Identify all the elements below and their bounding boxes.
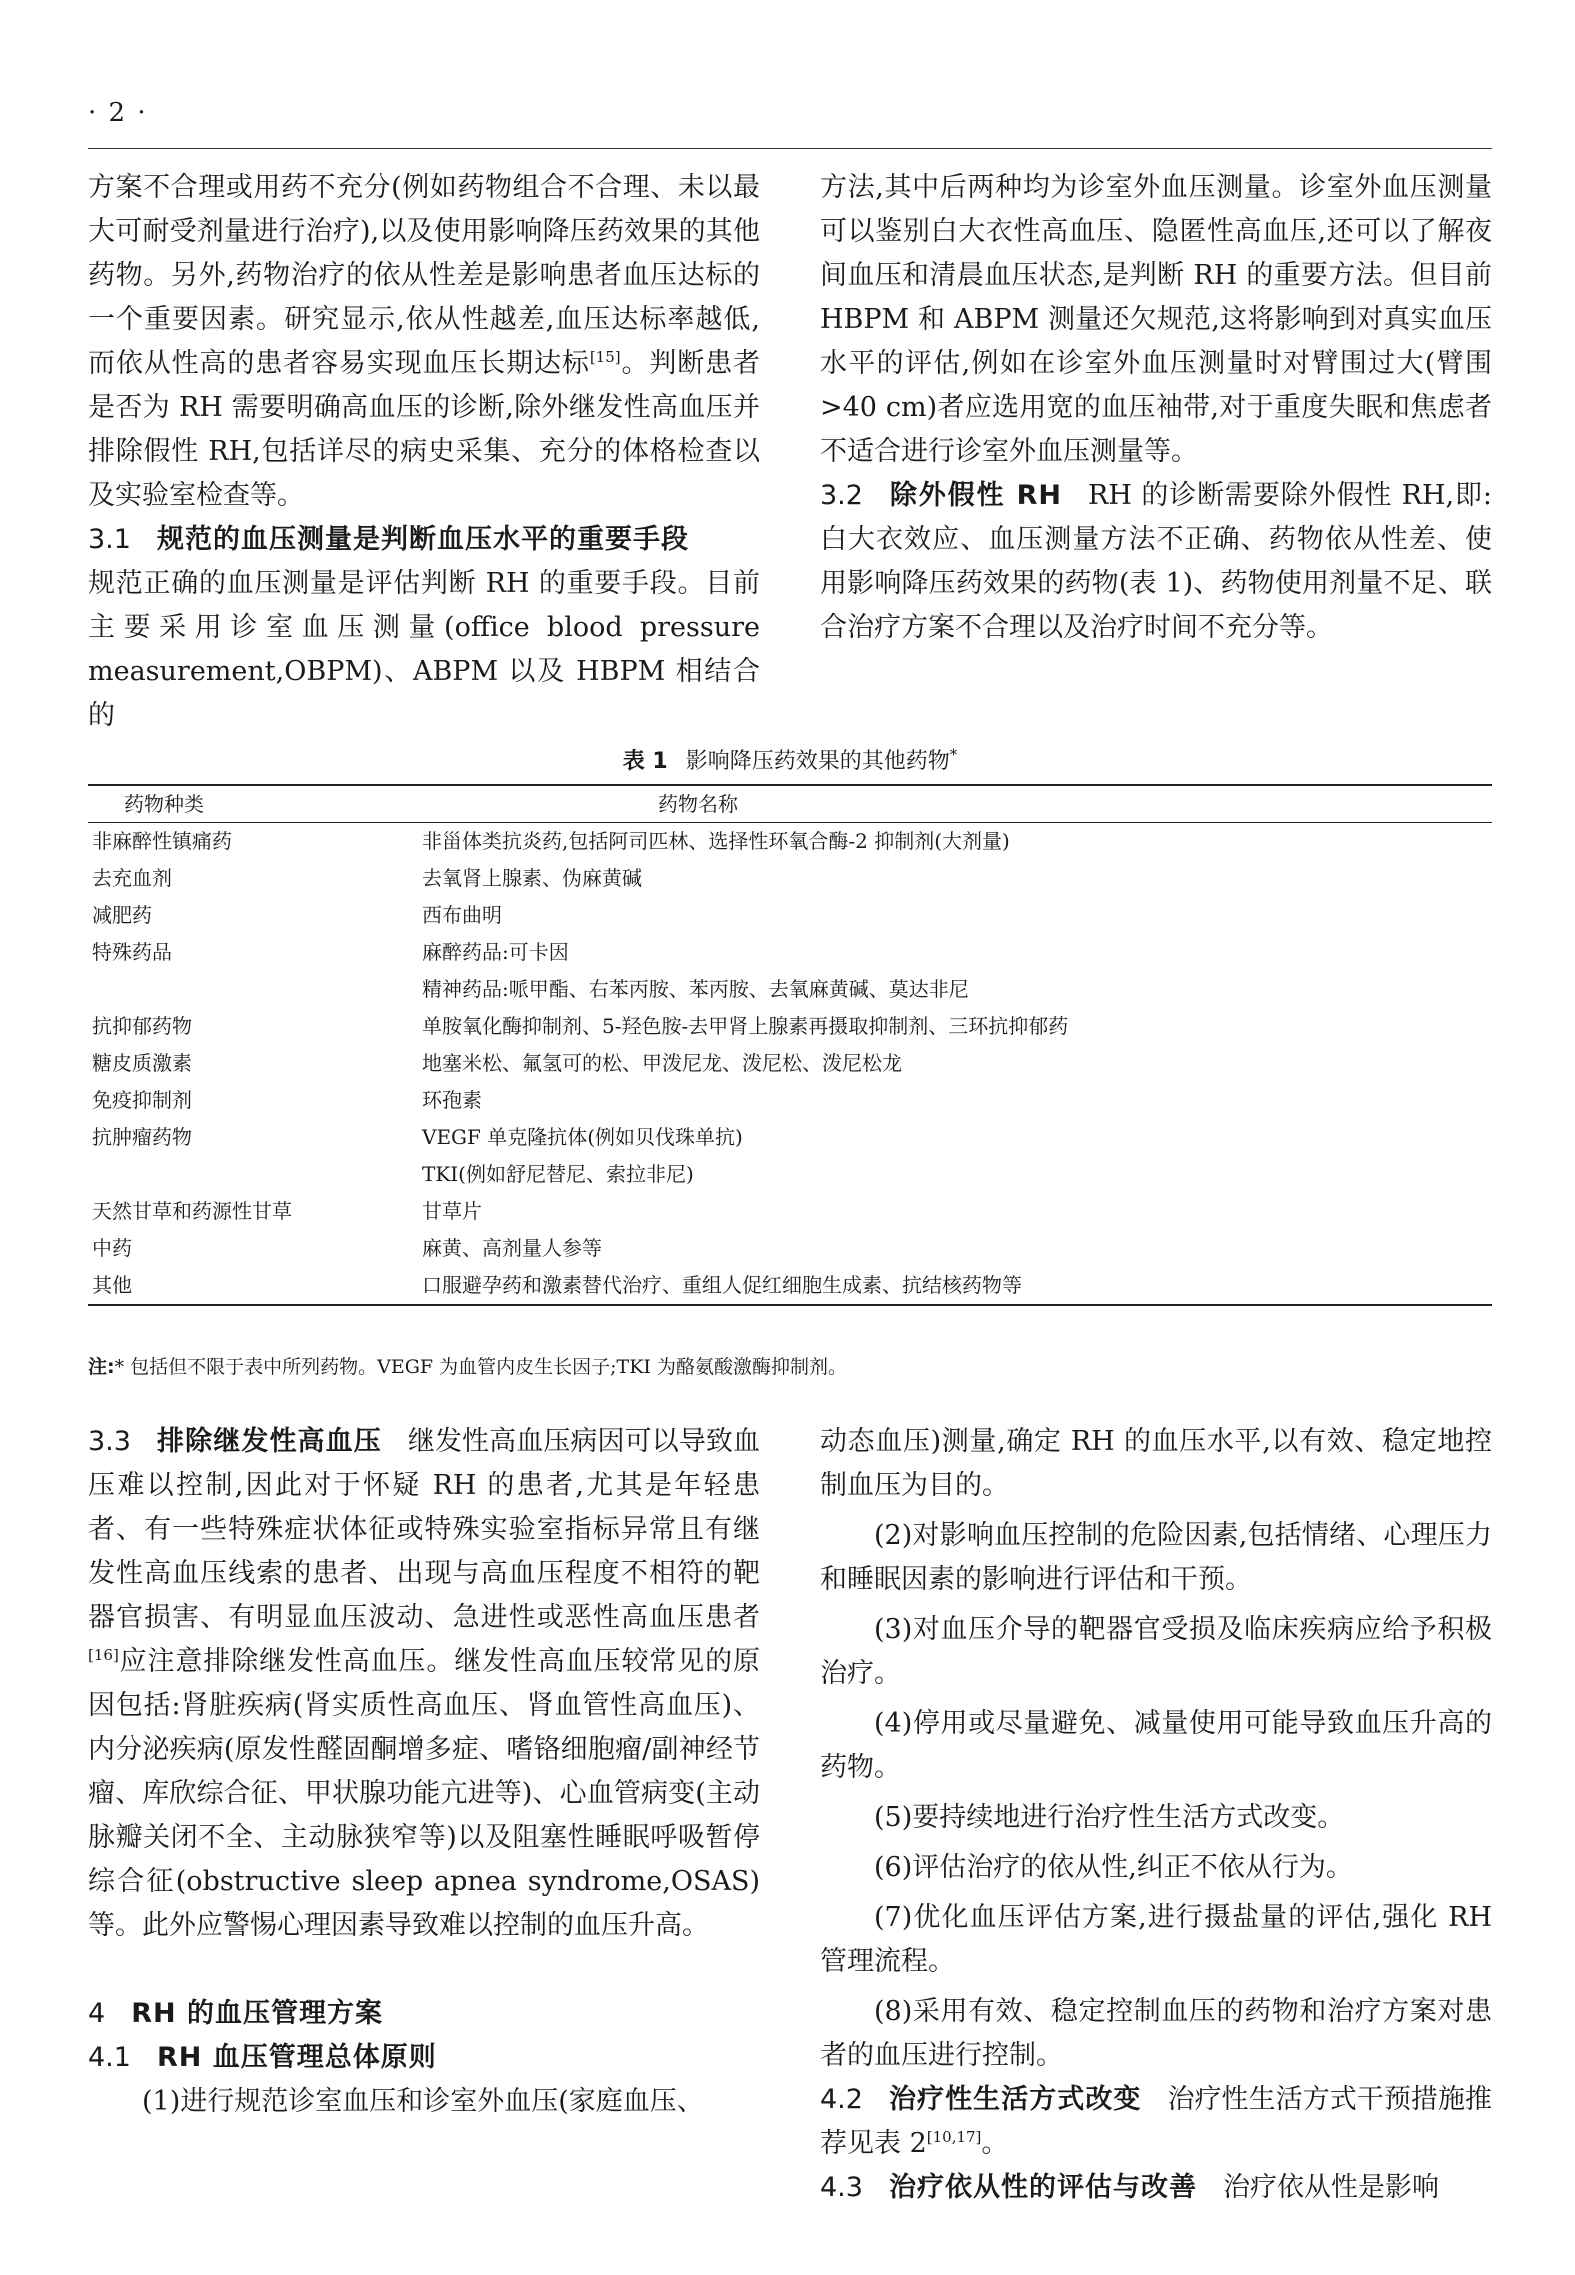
citation: [15] [589, 348, 621, 366]
paragraph-text: 。判断患者是否为 RH 需要明确高血压的诊断,除外继发性高血压并排除假性 RH,包括详尽的病史采集、充分的体格检查以及实验室检查等。 [88, 348, 761, 511]
paragraph-text: 继发性高血压病因可以导致血压难以控制,因此对于怀疑 RH 的患者,尤其是年轻患者、有一些特殊症状体征或特殊实验室指标异常且有继发性高血压线索的患者、出现与高血压程度不相符的靶器官损害、有明显血压波动、急进性或恶性高血压患者 [88, 1426, 761, 1633]
citation: [16] [88, 1646, 119, 1664]
paragraph: 方法,其中后两种均为诊室外血压测量。诊室外血压测量可以鉴别白大衣性高血压、隐匿性高血压,还可以了解夜间血压和清晨血压状态,是判断 RH 的重要方法。但目前 HBPM 和 ABPM 测量还欠规范,这将影响到对真实血压水平的评估,例如在诊室外血压测量时对臂围过大(臂围>40 cm)者应选用宽的血压袖带,对于重度失眠和焦虑者不适合进行诊室外血压测量等。 [820, 172, 1492, 467]
citation: [10,17] [926, 2128, 982, 2146]
section-number: 4.2 [820, 2084, 863, 2115]
drug-category-cell: 免疫抑制剂 [92, 1088, 192, 1112]
table-header-row [88, 785, 1492, 823]
paragraph-text: 。 [981, 2128, 1009, 2159]
section-heading: 规范的血压测量是判断血压水平的重要手段 [156, 524, 689, 555]
drug-table [88, 784, 1492, 1306]
paragraph-text: 治疗依从性是影响 [1222, 2172, 1439, 2203]
drug-category-cell: 特殊药品 [92, 940, 172, 964]
table-title: 影响降压药效果的其他药物 [685, 749, 950, 774]
paragraph-text: RH 的诊断需要除外假性 RH,即:白大衣效应、血压测量方法不正确、药物依从性差、使用影响降压药效果的药物(表 1)、药物使用剂量不足、联合治疗方案不合理以及治疗时间不充分等。 [820, 480, 1492, 643]
table-note [88, 1352, 1492, 1379]
table-row [88, 897, 1492, 934]
drug-category-cell: 抗肿瘤药物 [92, 1125, 192, 1149]
table-title-mark: * [949, 745, 958, 764]
section-heading: 治疗依从性的评估与改善 [888, 2172, 1197, 2203]
list-item: (6)评估治疗的依从性,纠正不依从行为。 [874, 1852, 1353, 1883]
section-heading: RH 的血压管理方案 [131, 1998, 383, 2029]
drug-category-cell [88, 971, 418, 1008]
header-rule [88, 148, 1492, 149]
drug-names-cell: 地塞米松、氟氢可的松、甲泼尼龙、泼尼松、泼尼松龙 [422, 1051, 902, 1075]
list-item: (3)对血压介导的靶器官受损及临床疾病应给予积极治疗。 [820, 1614, 1492, 1689]
left-column-top [88, 166, 760, 738]
drug-names-cell: 环孢素 [422, 1088, 482, 1112]
list-item: (4)停用或尽量避免、减量使用可能导致血压升高的药物。 [820, 1708, 1492, 1783]
section-4-1 [88, 2036, 760, 2080]
drug-names-cell: 去氧肾上腺素、伪麻黄碱 [422, 866, 642, 890]
list-item: (8)采用有效、稳定控制血压的药物和治疗方案对患者的血压进行控制。 [820, 1996, 1492, 2071]
table-row [88, 1119, 1492, 1156]
drug-names-cell: 口服避孕药和激素替代治疗、重组人促红细胞生成素、抗结核药物等 [418, 1267, 1492, 1305]
list-item: (7)优化血压评估方案,进行摄盐量的评估,强化 RH 管理流程。 [820, 1902, 1492, 1977]
paragraph [88, 166, 760, 518]
section-4-2 [820, 2078, 1492, 2166]
section-3-2 [820, 474, 1492, 650]
section-number: 3.2 [820, 480, 863, 511]
note-label: 注: [88, 1356, 115, 1378]
table-row [88, 1156, 1492, 1193]
drug-names-cell: 麻黄、高剂量人参等 [422, 1236, 602, 1260]
paragraph: 动态血压)测量,确定 RH 的血压水平,以有效、稳定地控制血压为目的。 [820, 1426, 1492, 1501]
table-row [88, 934, 1492, 971]
table-header-cell: 药物种类 [88, 785, 418, 823]
drug-category-cell: 其他 [88, 1267, 418, 1305]
section-heading: 治疗性生活方式改变 [888, 2084, 1142, 2115]
list-item: (5)要持续地进行治疗性生活方式改变。 [874, 1802, 1345, 1833]
section-number: 3.3 [88, 1426, 131, 1457]
drug-category-cell: 去充血剂 [92, 866, 172, 890]
paragraph-text: 治疗性生活方式干预措施推荐见表 2 [820, 2084, 1493, 2159]
table-row [88, 1082, 1492, 1119]
drug-names-cell: 西布曲明 [422, 903, 502, 927]
drug-names-cell: 单胺氧化酶抑制剂、5-羟色胺-去甲肾上腺素再摄取抑制剂、三环抗抑郁药 [422, 1014, 1069, 1038]
drug-category-cell: 非麻醉性镇痛药 [92, 829, 232, 853]
table-row [88, 1008, 1492, 1045]
section-number: 4.1 [88, 2042, 131, 2073]
section-heading: RH 血压管理总体原则 [156, 2042, 437, 2073]
section-4-3 [820, 2166, 1492, 2210]
list-item: (2)对影响血压控制的危险因素,包括情绪、心理压力和睡眠因素的影响进行评估和干预。 [820, 1520, 1492, 1595]
table-caption [88, 744, 1492, 775]
section-heading: 除外假性 RH [888, 480, 1062, 511]
section-3-3 [88, 1420, 760, 1948]
drug-category-cell [88, 1156, 418, 1193]
table-header-cell: 药物名称 [418, 785, 1492, 823]
drug-category-cell: 中药 [92, 1236, 132, 1260]
section-number: 4.3 [820, 2172, 863, 2203]
section-number: 3.1 [88, 524, 131, 555]
drug-names-cell: 麻醉药品:可卡因 [422, 940, 569, 964]
left-column-bottom [88, 1420, 760, 2124]
table-row [88, 823, 1492, 861]
list-item: (1)进行规范诊室血压和诊室外血压(家庭血压、 [142, 2086, 704, 2117]
drug-names-cell: 甘草片 [422, 1199, 482, 1223]
section-number: 4 [88, 1998, 106, 2029]
drug-category-cell: 天然甘草和药源性甘草 [92, 1199, 292, 1223]
table-label: 表 1 [622, 749, 668, 774]
drug-category-cell: 减肥药 [92, 903, 152, 927]
drug-category-cell: 抗抑郁药物 [92, 1014, 192, 1038]
right-column-bottom [820, 1420, 1492, 2210]
paragraph: 规范正确的血压测量是评估判断 RH 的重要手段。目前主要采用诊室血压测量(office blood pressure measurement,OBPM)、ABPM 以及 HBPM 相结合的 [88, 568, 760, 731]
paragraph-text: 应注意排除继发性高血压。继发性高血压较常见的原因包括:肾脏疾病(肾实质性高血压、肾血管性高血压)、内分泌疾病(原发性醛固酮增多症、嗜铬细胞瘤/副神经节瘤、库欣综合征、甲状腺功能亢进等)、心血管病变(主动脉瓣关闭不全、主动脉狭窄等)以及阻塞性睡眠呼吸暂停综合征(obstructive sleep apnea syndrome,OSAS)等。此外应警惕心理因素导致难以控制的血压升高。 [88, 1646, 760, 1941]
drug-names-cell: VEGF 单克隆抗体(例如贝伐珠单抗) [422, 1125, 743, 1149]
right-column-top [820, 166, 1492, 650]
page-number: · 2 · [88, 98, 148, 128]
table-row [88, 1267, 1492, 1305]
table-row [88, 1193, 1492, 1230]
table-row [88, 1230, 1492, 1267]
section-4 [88, 1992, 760, 2036]
table-row [88, 1045, 1492, 1082]
drug-names-cell: 非甾体类抗炎药,包括阿司匹林、选择性环氧合酶-2 抑制剂(大剂量) [422, 829, 1010, 853]
section-3-1 [88, 518, 760, 562]
table-row [88, 860, 1492, 897]
table-row [88, 971, 1492, 1008]
section-heading: 排除继发性高血压 [156, 1426, 382, 1457]
paragraph-text: 方案不合理或用药不充分(例如药物组合不合理、未以最大可耐受剂量进行治疗),以及使用影响降压药效果的其他药物。另外,药物治疗的依从性差是影响患者血压达标的一个重要因素。研究显示,依从性越差,血压达标率越低,而依从性高的患者容易实现血压长期达标 [88, 172, 760, 379]
drug-names-cell: TKI(例如舒尼替尼、索拉非尼) [422, 1162, 694, 1186]
drug-category-cell: 糖皮质激素 [92, 1051, 192, 1075]
drug-names-cell: 精神药品:哌甲酯、右苯丙胺、苯丙胺、去氧麻黄碱、莫达非尼 [422, 977, 969, 1001]
note-text: * 包括但不限于表中所列药物。VEGF 为血管内皮生长因子;TKI 为酪氨酸激酶抑制剂。 [114, 1356, 847, 1378]
